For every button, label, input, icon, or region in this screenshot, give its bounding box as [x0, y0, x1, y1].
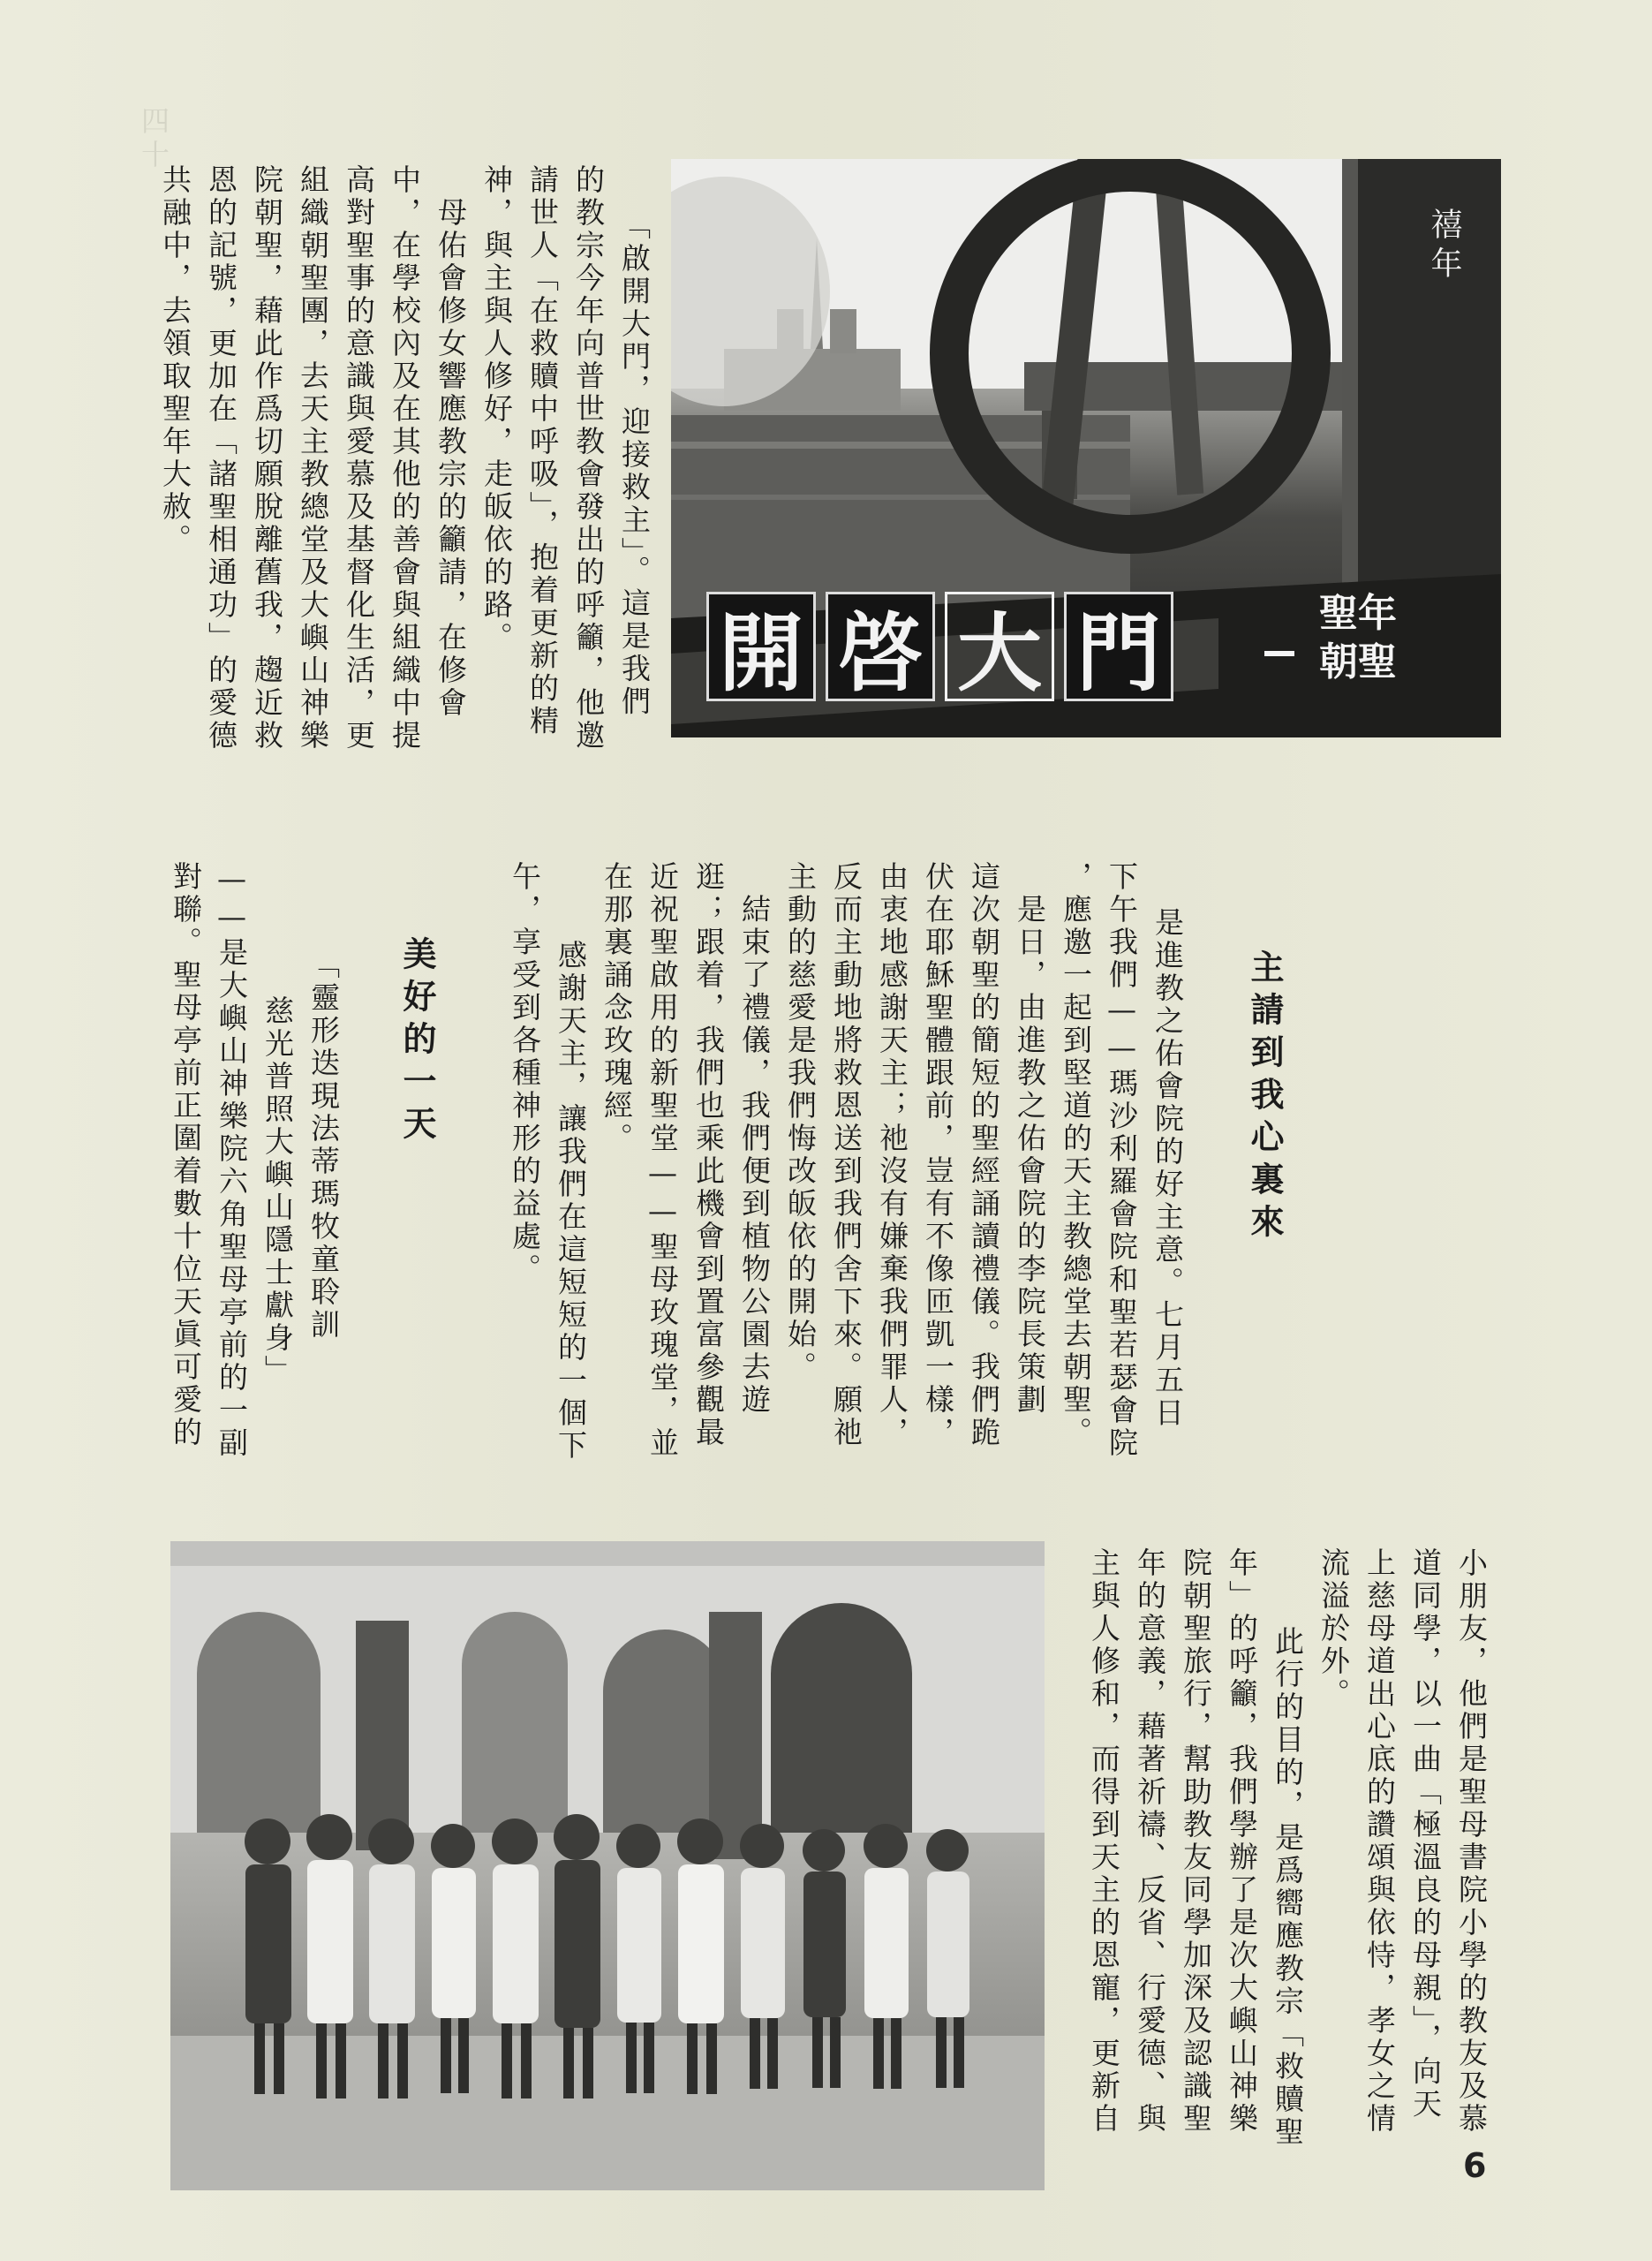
section2-cont-column: 院朝聖旅行，幫助教友同學加深及認識聖: [1179, 1547, 1213, 2136]
section1-column: 反而主動地將救恩送到我們舍下來。願祂: [829, 861, 864, 1449]
intro-column: 中，在學校內及在其他的善會與組織中提: [388, 164, 422, 752]
title-char-3: 大: [945, 592, 1054, 701]
section1-column: 主動的慈愛是我們悔改皈依的開始。: [783, 861, 818, 1384]
intro-column: 母佑會修女響應教宗的籲請，在修會: [434, 164, 468, 720]
section2-cont-column: 此行的目的，是爲嚮應教宗「救贖聖: [1271, 1593, 1305, 2149]
intro-column: 組織朝聖團，去天主教總堂及大嶼山神樂: [296, 164, 330, 752]
group-photo-illustration: [170, 1541, 1045, 2190]
section1-column: 由衷地感謝天主；祂沒有嫌棄我們罪人，: [875, 861, 909, 1449]
intro-column: 「啟開大門，迎接救主」。這是我們: [617, 210, 652, 719]
title-char-2: 啓: [826, 592, 935, 701]
intro-column: 的教宗今年向普世教會發出的呼籲，他邀: [571, 164, 606, 752]
page-number: 6: [1463, 2146, 1487, 2185]
section1-column: 伏在耶穌聖體跟前，豈有不像匝凱一樣，: [921, 861, 955, 1449]
title-char-4: 門: [1064, 592, 1173, 701]
section1-column: ，應邀一起到堅道的天主教總堂去朝聖。: [1059, 861, 1093, 1449]
hero-photo: [671, 159, 1501, 737]
section1-column: 是進教之佑會院的好主意。七月五日: [1150, 907, 1185, 1430]
section1-column: 午，享受到各種神形的益處。: [508, 861, 542, 1286]
section1-column: 是日，由進教之佑會院的李院長策劃: [1013, 861, 1047, 1417]
section2-cont-column: 道同學，以一曲「極溫良的母親」，向天: [1408, 1547, 1443, 2121]
section1-column: 近祝聖啟用的新聖堂——聖母玫瑰堂，並: [645, 861, 680, 1460]
section2-heading: 美好的一天: [397, 936, 436, 1148]
section2-cont-column: 上慈母道出心底的讚頌與依恃，孝女之情: [1362, 1547, 1397, 2136]
intro-column: 共融中，去領取聖年大赦。: [158, 164, 192, 556]
group-photo: [170, 1541, 1045, 2190]
bleed-through-text: 四十: [137, 106, 170, 173]
jubilee-caption: 禧年: [1426, 208, 1462, 285]
intro-column: 高對聖事的意識與愛慕及基督化生活，更: [342, 164, 376, 752]
intro-column: 請世人「在救贖中呼吸」，抱着更新的精: [525, 164, 560, 738]
section2-column: 對聯。聖母亭前正圍着數十位天眞可愛的: [169, 861, 203, 1449]
section1-column: 在那裏誦念玫瑰經。: [600, 861, 634, 1155]
intro-column: 恩的記號，更加在「諸聖相通功」的愛德: [204, 164, 238, 752]
title-dash: [1264, 651, 1294, 656]
section2-column: 慈光普照大嶼山隱士獻身」: [260, 995, 295, 1388]
section2-cont-column: 主與人修和，而得到天主的恩寵，更新自: [1087, 1547, 1121, 2136]
section1-column: 逛；跟着，我們也乘此機會到置富參觀最: [691, 861, 726, 1449]
section2-cont-column: 小朋友，他們是聖母書院小學的教友及慕: [1454, 1547, 1489, 2136]
subtitle-line1: 聖年: [1319, 591, 1397, 636]
section2-column: 「靈形迭現法蒂瑪牧童聆訓: [306, 949, 341, 1342]
section1-column: 結束了禮儀，我們便到植物公園去遊: [737, 861, 772, 1417]
section1-column: 這次朝聖的簡短的聖經誦讀禮儀。我們跪: [967, 861, 1001, 1449]
section2-column: ——是大嶼山神樂院六角聖母亭前的一副: [215, 861, 249, 1460]
section1-heading: 主請到我心裏來: [1245, 949, 1284, 1246]
intro-column: 院朝聖，藉此作爲切願脫離舊我，趨近救: [250, 164, 284, 752]
section2-cont-column: 年」的呼籲，我們學辦了是次大嶼山神樂: [1225, 1547, 1259, 2136]
title-char-1: 開: [706, 592, 816, 701]
section2-cont-column: 年的意義，藉著祈禱、反省、行愛德、與: [1133, 1547, 1167, 2136]
section1-column: 感謝天主，讓我們在這短短的一個下: [554, 907, 588, 1463]
subtitle-line2: 朝聖: [1319, 639, 1397, 684]
section2-cont-column: 流溢於外。: [1316, 1547, 1351, 1711]
intro-column: 神，與主與人修好，走皈依的路。: [479, 164, 514, 654]
section1-column: 下午我們——瑪沙利羅會院和聖若瑟會院: [1105, 861, 1139, 1460]
